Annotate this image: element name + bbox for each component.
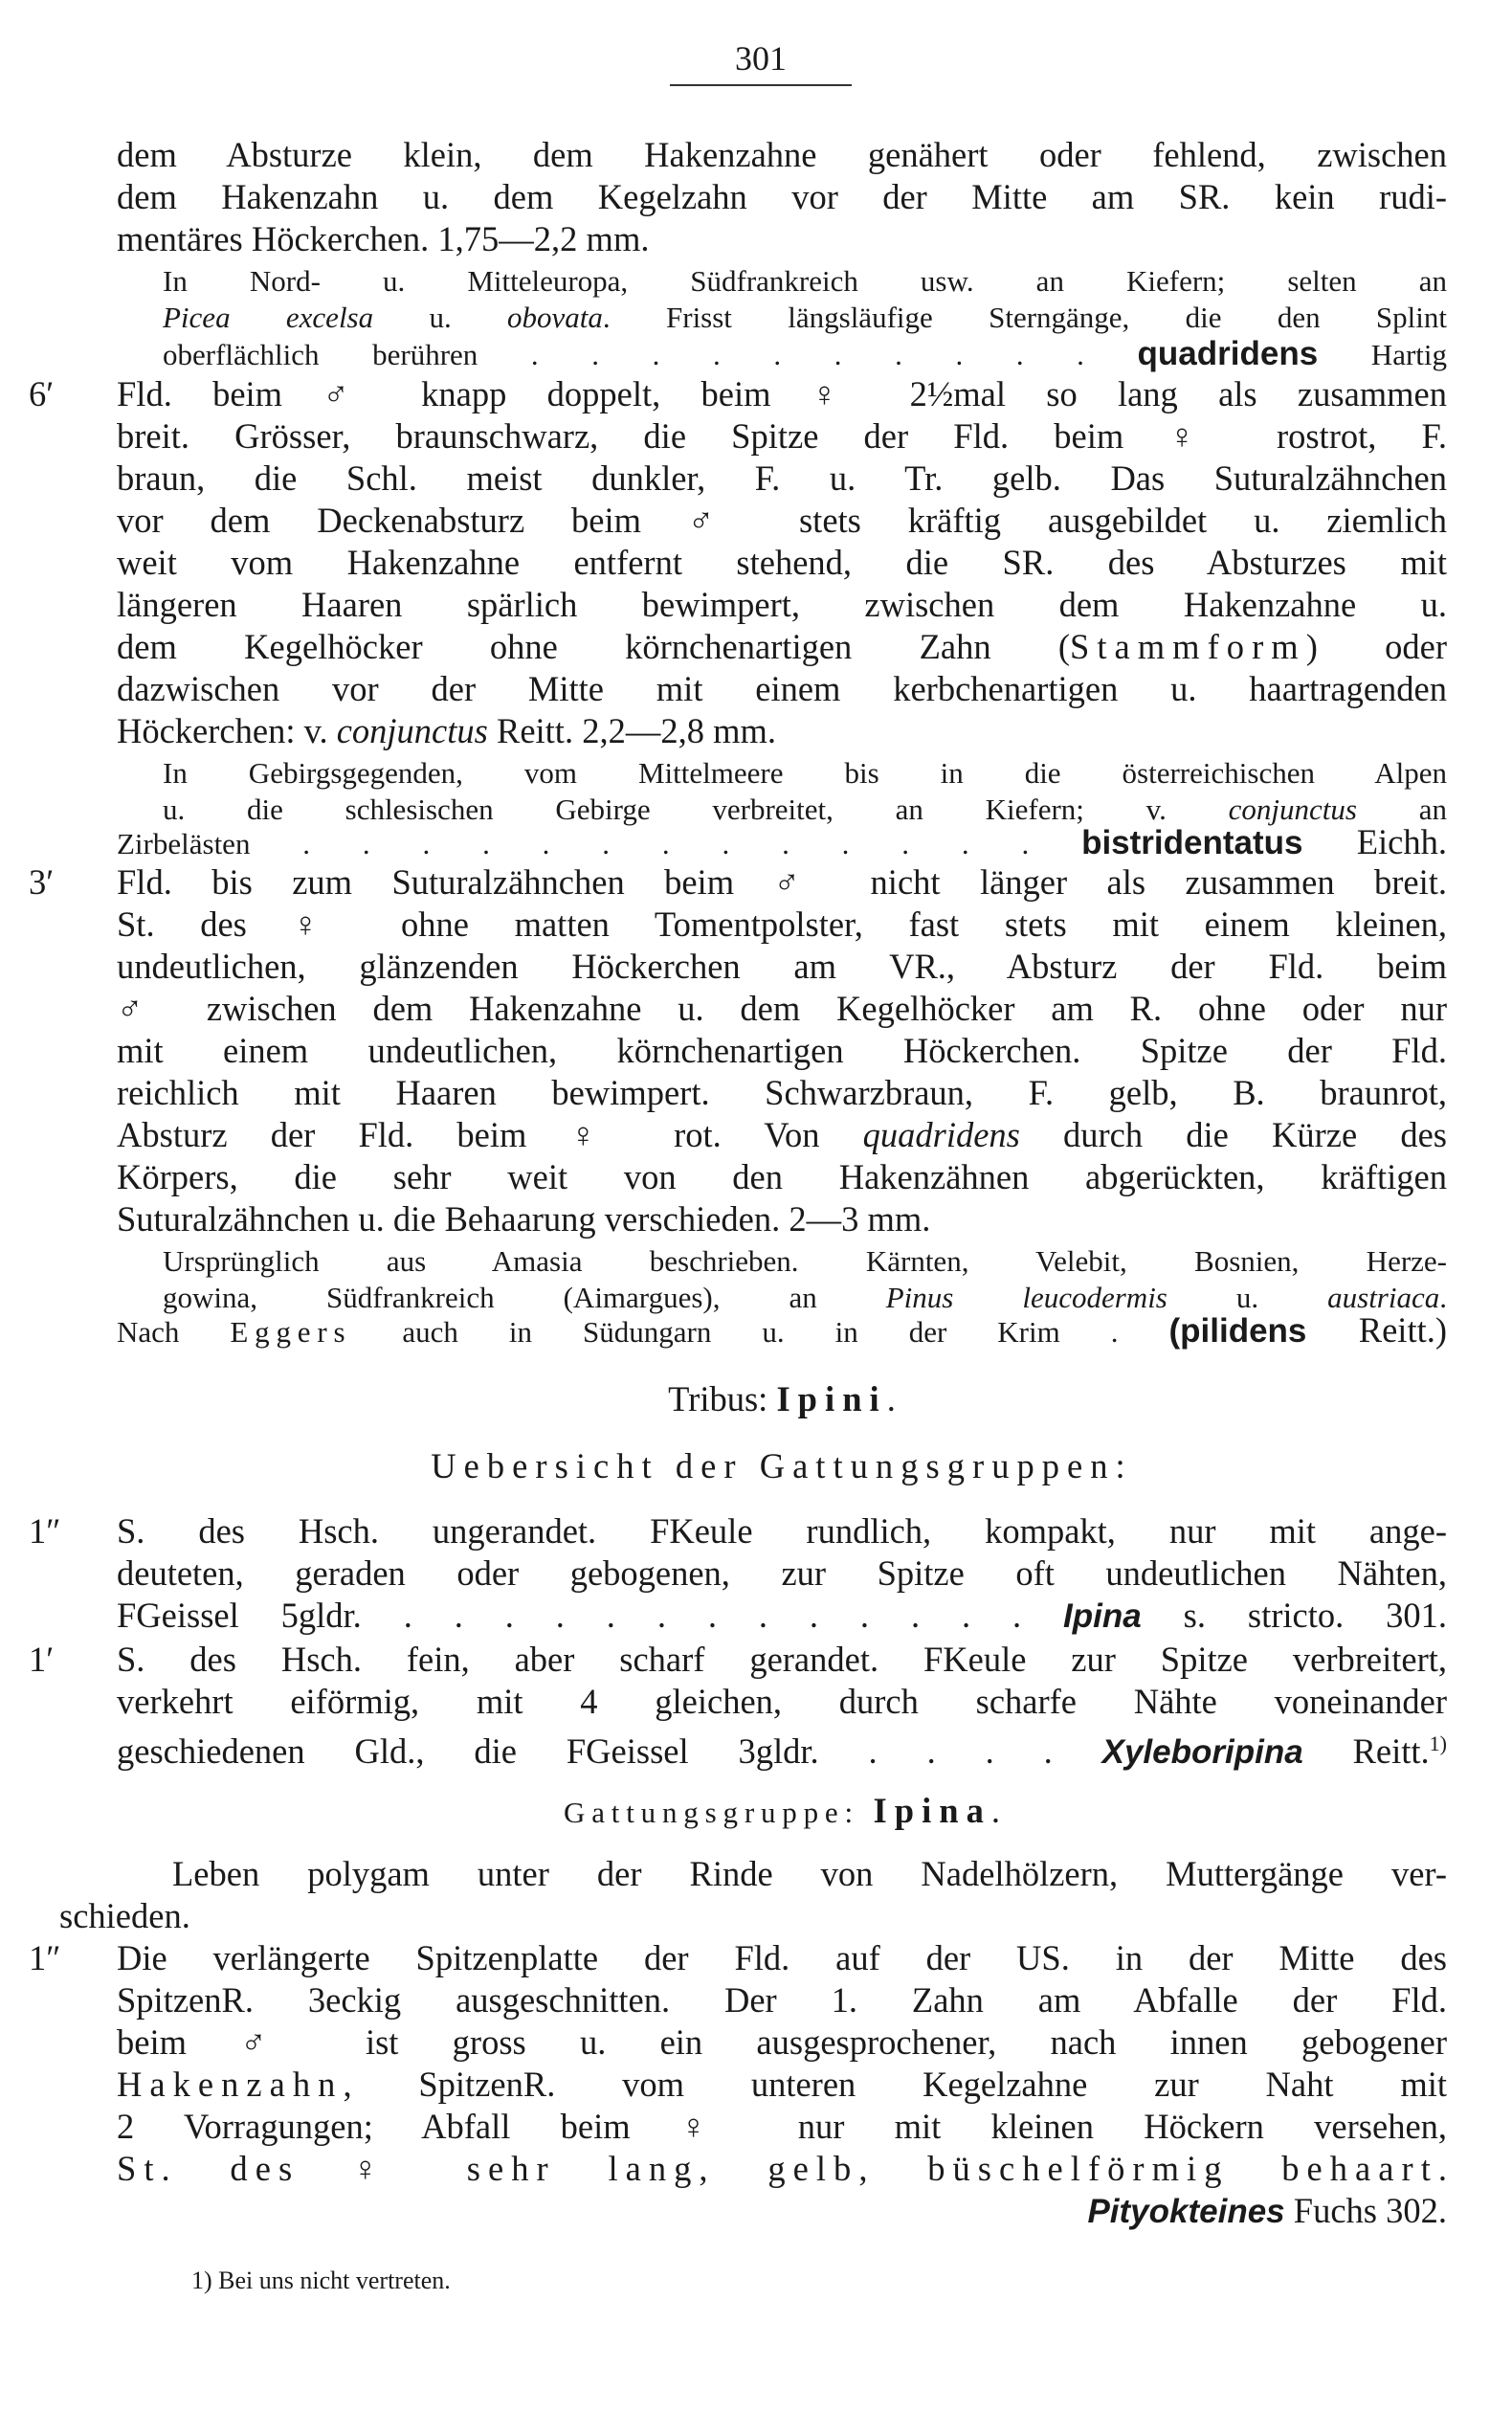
group-heading: Gattungsgruppe: Ipina. xyxy=(564,1791,1000,1830)
text-line: Körpers, die sehr weit von den Hakenzähnen abgerückten, kräftigen xyxy=(117,1157,1447,1196)
text-line: FGeissel 5gldr. . . . . . . . . . . . . . Ipina s. stricto. 301. xyxy=(117,1596,1447,1635)
genus-title: Pityokteines xyxy=(1087,2193,1285,2230)
text-line: beim ♂ ist gross u. ein ausgesprochener, nach innen gebogener xyxy=(117,2022,1448,2062)
footnote-ref: 1) xyxy=(1429,1731,1447,1755)
text-line: S. des Hsch. fein, aber scharf gerandet. FKeule zur Spitze verbreitert, xyxy=(117,1640,1447,1679)
text-line: St. des ♀ ohne matten Tomentpolster, fast stets mit einem kleinen, xyxy=(117,904,1448,944)
text-line: Suturalzähnchen u. die Behaarung verschieden. 2—3 mm. xyxy=(117,1199,931,1239)
text-line: deuteten, geraden oder gebogenen, zur Spitze oft undeutlichen Nähten, xyxy=(117,1553,1447,1593)
text-line: Pityokteines Fuchs 302. xyxy=(1087,2191,1447,2230)
text-line: dazwischen vor der Mitte mit einem kerbchenartigen u. haartragenden xyxy=(117,669,1447,708)
male-symbol: ♂ xyxy=(117,989,171,1028)
key-marker: 1″ xyxy=(29,1511,61,1551)
text-line: S. des Hsch. ungerandet. FKeule rundlich, kompakt, nur mit ange- xyxy=(117,1511,1447,1551)
female-symbol: ♀ xyxy=(811,374,870,413)
text-line: ♂ zwischen dem Hakenzahne u. dem Kegelhöcker am R. ohne oder nur xyxy=(117,989,1448,1028)
text-line: geschiedenen Gld., die FGeissel 3gldr. . . . . Xyleboripina Reitt.$^{1)}$ xyxy=(117,1731,1447,1772)
text-line: Picea excelsa u. obovata. Frisst längsläufige Sterngänge, die den Splint xyxy=(163,301,1448,334)
overview-heading: Uebersicht der Gattungsgruppen: xyxy=(431,1446,1133,1485)
spaced-term: sehr lang, gelb, büschelförmig behaart xyxy=(466,2149,1438,2188)
text-line: breit. Grösser, braunschwarz, die Spitze der Fld. beim ♀ rostrot, F. xyxy=(117,416,1448,456)
text-line: schieden. xyxy=(59,1896,190,1935)
text-line: Ursprünglich aus Amasia beschrieben. Kärnten, Velebit, Bosnien, Herze- xyxy=(163,1244,1447,1278)
text-line: Leben polygam unter der Rinde von Nadelhölzern, Muttergänge ver- xyxy=(172,1854,1447,1893)
species-title: (pilidens xyxy=(1168,1312,1307,1350)
species-name: austriaca xyxy=(1327,1281,1440,1314)
text-line: Fld. beim ♂ knapp doppelt, beim ♀ 2½mal so lang als zusammen xyxy=(117,374,1447,413)
author-name: Eggers xyxy=(230,1315,352,1349)
text-line: dem Absturze klein, dem Hakenzahne genähert oder fehlend, zwischen xyxy=(117,135,1447,174)
key-marker: 3′ xyxy=(29,862,55,902)
female-symbol: ♀ xyxy=(679,2107,748,2146)
spaced-term: Hakenzahn xyxy=(117,2065,344,2104)
text-line: gowina, Südfrankreich (Aimargues), an Pinus leucodermis u. austriaca. xyxy=(163,1281,1447,1314)
footnote: 1) Bei uns nicht vertreten. xyxy=(191,2267,451,2294)
species-name: Pinus leucodermis xyxy=(885,1281,1167,1314)
text-line: Zirbelästen . . . . . . . . . . . . . bistridentatus Eichh. xyxy=(117,822,1447,861)
key-marker: 6′ xyxy=(29,374,55,413)
text-line: Die verlängerte Spitzenplatte der Fld. auf der US. in der Mitte des xyxy=(117,1938,1447,1977)
text-line: In Gebirgsgegenden, vom Mittelmeere bis in die österreichischen Alpen xyxy=(163,756,1447,790)
species-title: quadridens xyxy=(1137,335,1319,372)
text-line: 2 Vorragungen; Abfall beim ♀ nur mit kleinen Höckern versehen, xyxy=(117,2107,1448,2146)
text-line: mit einem undeutlichen, körnchenartigen Höckerchen. Spitze der Fld. xyxy=(117,1031,1447,1070)
text-line: Hakenzahn, SpitzenR. vom unteren Kegelzahne zur Naht mit xyxy=(117,2065,1447,2104)
page-number: 301 xyxy=(670,38,852,86)
text-line: vor dem Deckenabsturz beim ♂ stets kräftig ausgebildet u. ziemlich xyxy=(117,501,1448,540)
text-line: mentäres Höckerchen. 1,75—2,2 mm. xyxy=(117,219,650,258)
text-line: längeren Haaren spärlich bewimpert, zwischen dem Hakenzahne u. xyxy=(117,585,1447,624)
variety-name: conjunctus xyxy=(336,711,488,750)
text-line: Höckerchen: v. conjunctus Reitt. 2,2—2,8 mm. xyxy=(117,711,776,750)
text-line: In Nord- u. Mitteleuropa, Südfrankreich usw. an Kiefern; selten an xyxy=(163,264,1447,298)
species-name: obovata xyxy=(507,301,603,334)
male-symbol: ♂ xyxy=(773,862,832,902)
tribus-heading: Tribus: Ipini. xyxy=(668,1379,896,1418)
female-symbol: ♀ xyxy=(292,904,356,944)
text-line: dem Kegelhöcker ohne körnchenartigen Zahn (Stammform) oder xyxy=(117,627,1447,666)
text-line: u. die schlesischen Gebirge verbreitet, an Kiefern; v. conjunctus an xyxy=(163,793,1447,826)
male-symbol: ♂ xyxy=(687,501,753,540)
text-line: St. des ♀ sehr lang, gelb, büschelförmig behaart. xyxy=(117,2149,1447,2188)
text-line: braun, die Schl. meist dunkler, F. u. Tr. gelb. Das Suturalzähnchen xyxy=(117,458,1447,498)
text-line: SpitzenR. 3eckig ausgeschnitten. Der 1. Zahn am Abfalle der Fld. xyxy=(117,1980,1447,2020)
species-title: bistridentatus xyxy=(1081,824,1303,861)
male-symbol: ♂ xyxy=(322,374,381,413)
female-symbol: ♀ xyxy=(351,2149,422,2188)
variety-name: conjunctus xyxy=(1228,793,1357,826)
text-line: reichlich mit Haaren bewimpert. Schwarzbraun, F. gelb, B. braunrot, xyxy=(117,1073,1447,1112)
text-line: Nach Eggers auch in Südungarn u. in der Krim . (pilidens Reitt.) xyxy=(117,1310,1448,1350)
species-name: quadridens xyxy=(862,1115,1020,1154)
key-marker: 1′ xyxy=(29,1640,55,1679)
spaced-term: Stammform xyxy=(1070,627,1306,666)
species-name: Picea excelsa xyxy=(163,301,374,334)
male-symbol: ♂ xyxy=(240,2022,312,2062)
text-line: Fld. bis zum Suturalzähnchen beim ♂ nicht länger als zusammen breit. xyxy=(117,862,1447,902)
text-line: dem Hakenzahn u. dem Kegelzahn vor der Mitte am SR. kein rudi- xyxy=(117,177,1447,216)
text-line: oberflächlich berühren . . . . . . . . . . quadridens Hartig xyxy=(163,335,1447,372)
female-symbol: ♀ xyxy=(569,1115,631,1154)
text-line: weit vom Hakenzahne entfernt stehend, die SR. des Absturzes mit xyxy=(117,543,1447,582)
group-title: Xyleboripina xyxy=(1101,1733,1303,1772)
key-marker: 1″ xyxy=(29,1938,61,1977)
text-line: verkehrt eiförmig, mit 4 gleichen, durch scharfe Nähte voneinander xyxy=(117,1682,1447,1721)
text-line: Absturz der Fld. beim ♀ rot. Von quadridens durch die Kürze des xyxy=(117,1115,1447,1154)
group-title: Ipina xyxy=(1063,1597,1142,1635)
female-symbol: ♀ xyxy=(1168,416,1232,456)
text-line: undeutlichen, glänzenden Höckerchen am VR., Absturz der Fld. beim xyxy=(117,947,1447,986)
